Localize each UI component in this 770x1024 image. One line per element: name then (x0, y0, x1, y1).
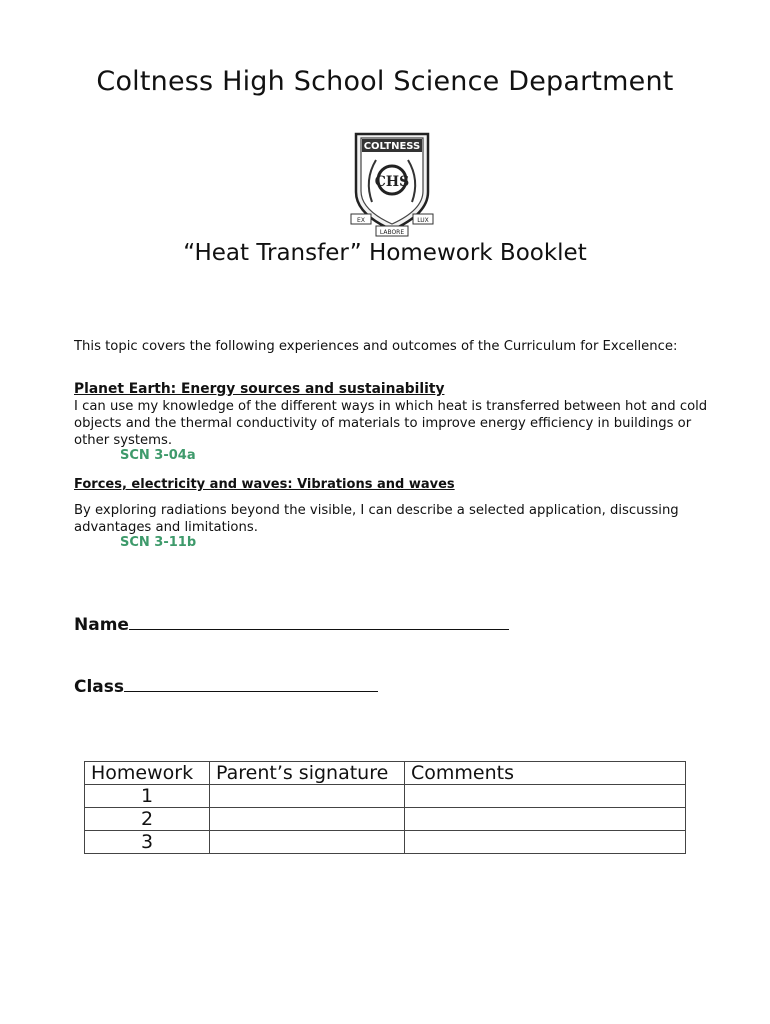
svg-text:LUX: LUX (417, 217, 429, 224)
table-row (85, 808, 686, 831)
class-label: Class (74, 677, 125, 697)
svg-text:COLTNESS: COLTNESS (363, 141, 421, 152)
name-line[interactable] (129, 615, 509, 630)
homework-number: 3 (85, 831, 210, 854)
svg-text:EX: EX (357, 217, 365, 224)
name-field[interactable] (74, 615, 509, 635)
outcome-code-2: SCN 3-11b (120, 535, 197, 550)
page-title: Coltness High School Science Department (96, 66, 674, 97)
signature-cell[interactable] (210, 831, 405, 854)
homework-number: 2 (85, 808, 210, 831)
name-label: Name (74, 615, 129, 635)
outcome-heading-2: Forces, electricity and waves: Vibrations and waves (74, 477, 455, 492)
comments-cell[interactable] (405, 808, 686, 831)
header-parents-signature: Parent’s signature (210, 762, 405, 785)
booklet-title: “Heat Transfer” Homework Booklet (183, 240, 587, 266)
header-homework: Homework (85, 762, 210, 785)
outcome-code-1: SCN 3-04a (120, 448, 196, 463)
outcome-text-1: I can use my knowledge of the different ways in which heat is transferred between hot and cold objects and the thermal conductivity of materials to improve energy efficiency in buildings or other systems. (74, 399, 708, 448)
svg-text:LABORE: LABORE (379, 229, 405, 236)
svg-text:CHS: CHS (374, 174, 410, 190)
signature-cell[interactable] (210, 808, 405, 831)
outcome-text-2: By exploring radiations beyond the visible, I can describe a selected application, discussing advantages and limitations. (74, 503, 679, 535)
table-header-row (85, 762, 686, 785)
outcome-heading-1: Planet Earth: Energy sources and sustainability (74, 381, 445, 397)
table-row (85, 831, 686, 854)
intro-paragraph: This topic covers the following experiences and outcomes of the Curriculum for Excellence: (74, 339, 678, 354)
school-crest-logo (350, 130, 434, 238)
class-field[interactable] (74, 677, 378, 697)
table-row (85, 785, 686, 808)
homework-number: 1 (85, 785, 210, 808)
class-line[interactable] (124, 677, 378, 692)
signature-cell[interactable] (210, 785, 405, 808)
comments-cell[interactable] (405, 785, 686, 808)
header-comments: Comments (405, 762, 686, 785)
comments-cell[interactable] (405, 831, 686, 854)
homework-table (84, 761, 686, 854)
